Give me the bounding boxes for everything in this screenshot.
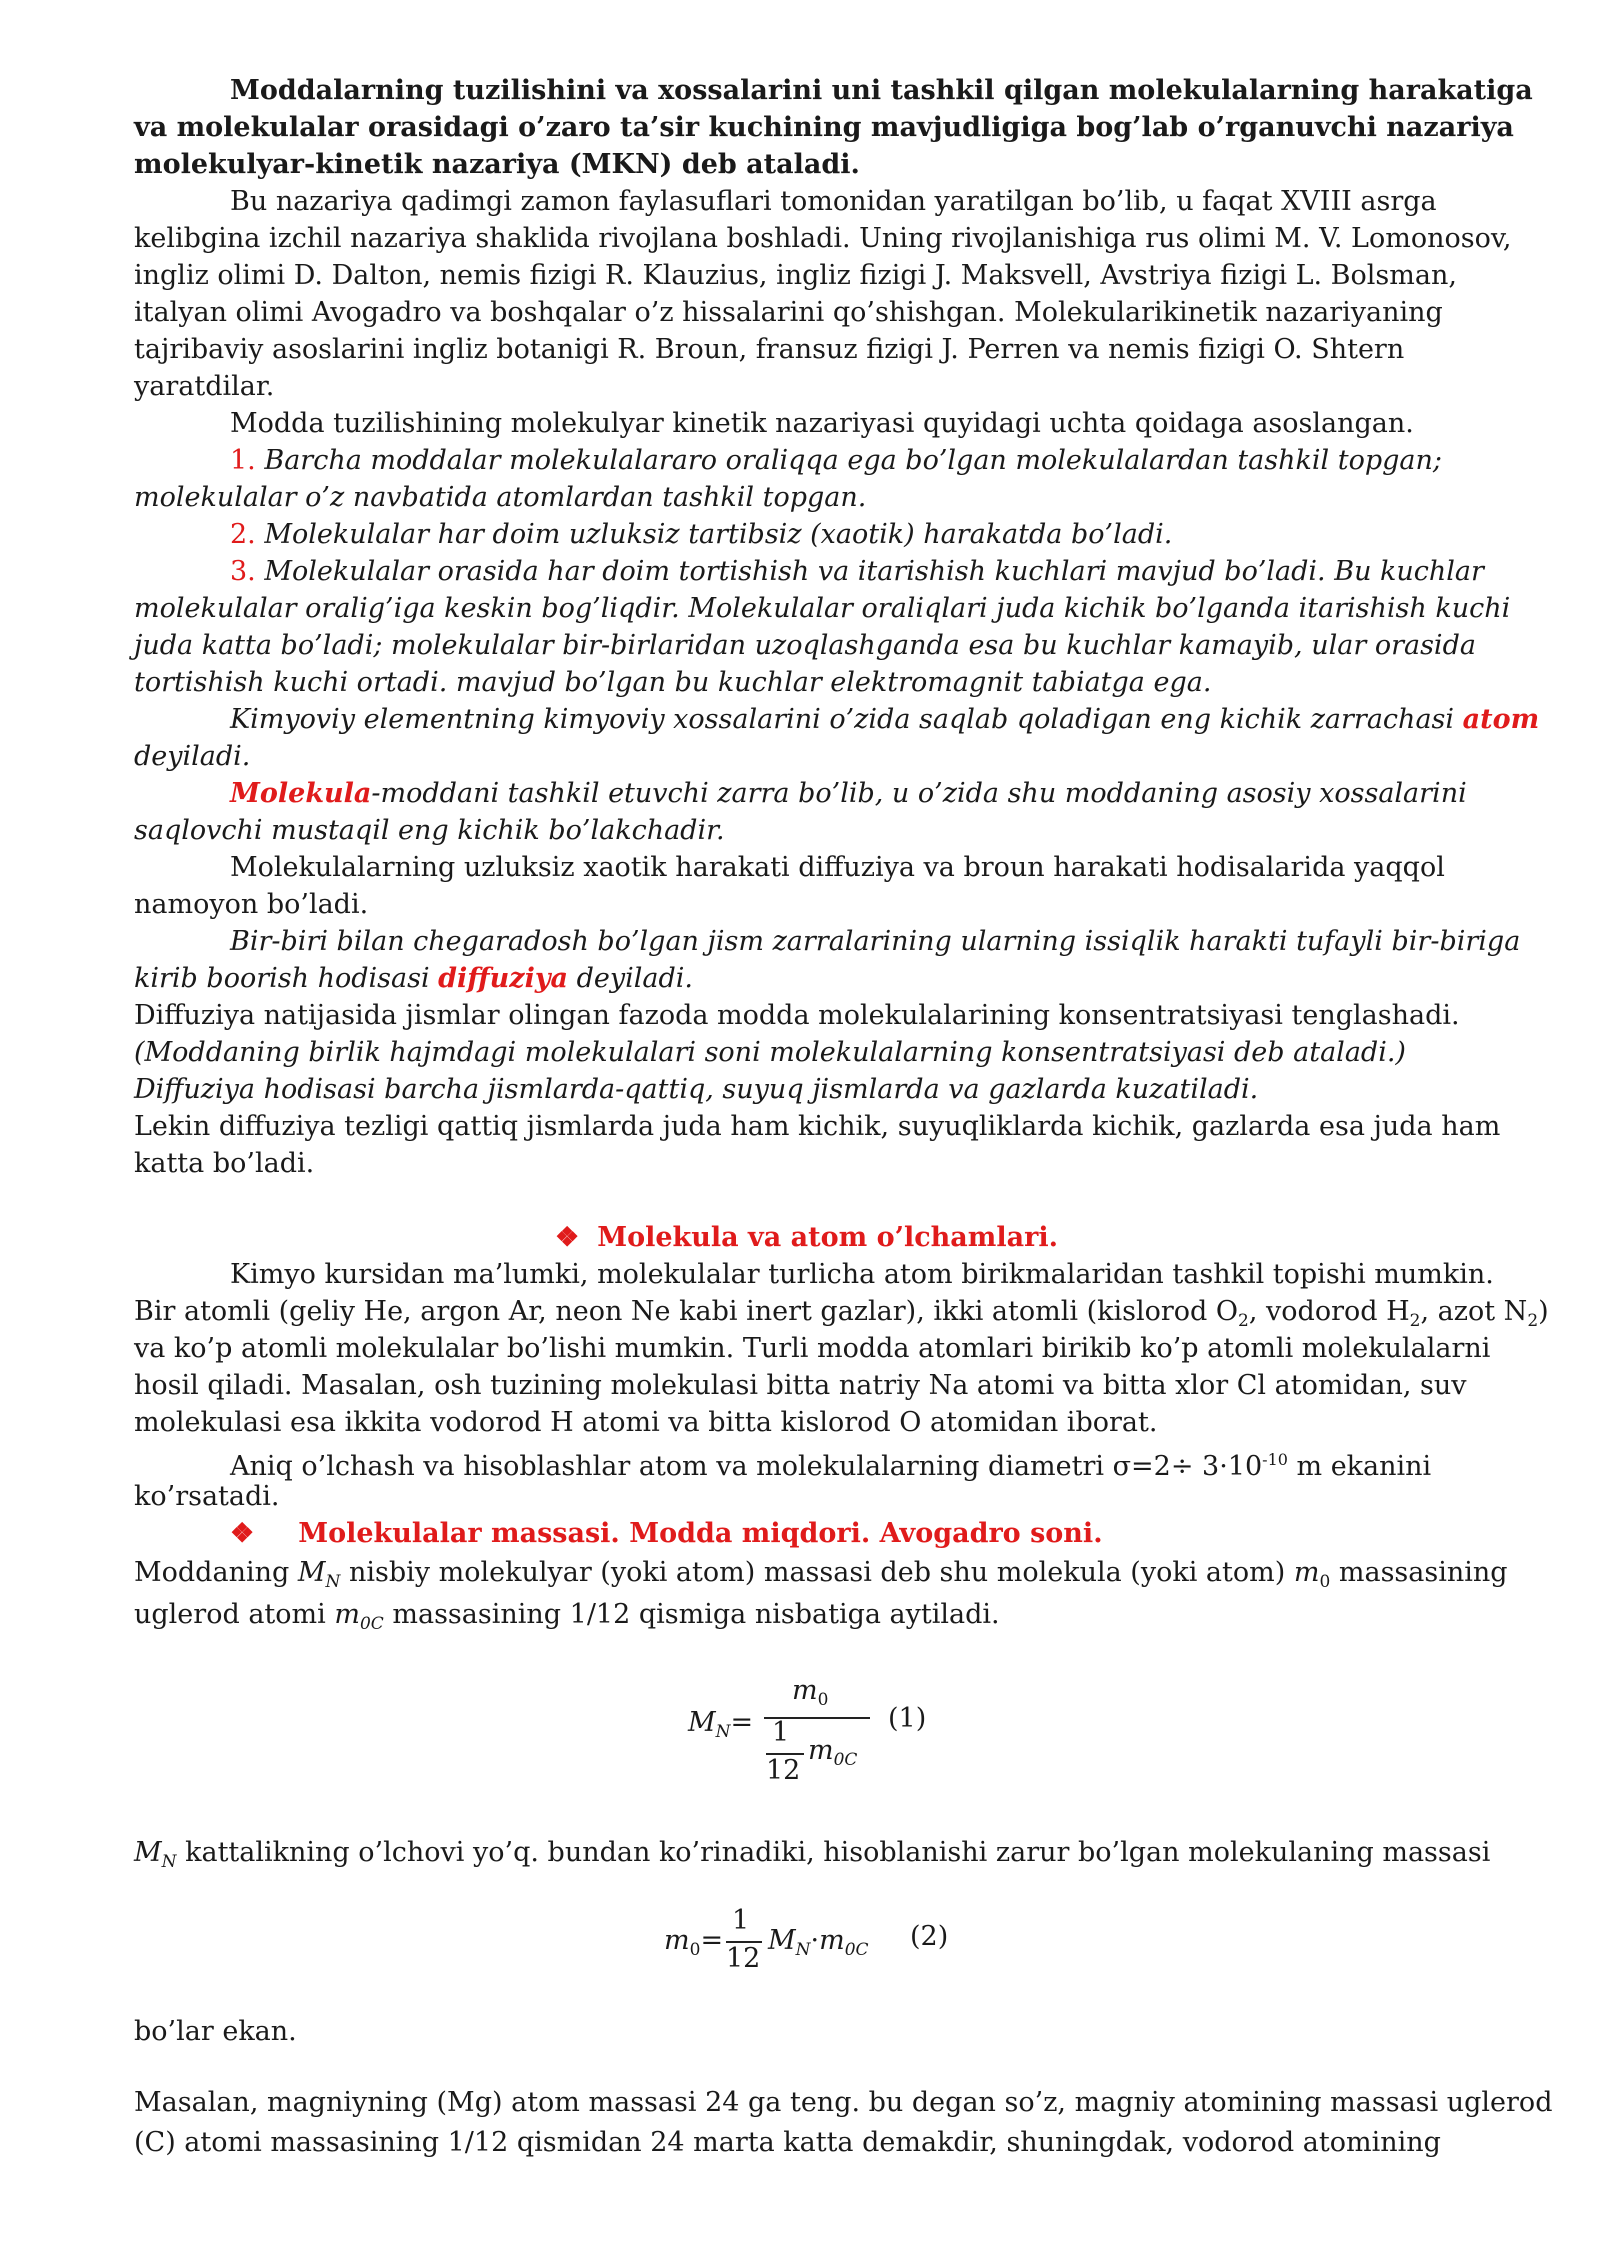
atom-term: atom	[1462, 704, 1540, 735]
principle-3-cont: juda katta bo’ladi; molekulalar bir-birlaridan uzoqlashganda esa bu kuchlar kamayib, ular orasida	[134, 630, 1476, 661]
motion-text: namoyon bo’ladi.	[134, 889, 369, 920]
principle-3-cont: molekulalar oralig’iga keskin bog’liqdir. Molekulalar oraliqlari juda kichik bo’lganda itarishish kuchi	[134, 593, 1511, 624]
atom-definition	[134, 701, 1540, 738]
diameter-text-end: ko’rsatadi.	[134, 1481, 280, 1512]
concentration-note: (Moddaning birlik hajmdagi molekulalari soni molekulalarning konsentratsiyasi deb ataladi.)	[134, 1037, 1406, 1068]
diffusion-text: deyiladi.	[568, 963, 694, 994]
principle-text: Molekulalar orasida har doim tortishish va itarishish kuchlari mavjud bo’ladi. Bu kuchlar	[255, 556, 1484, 587]
section-heading-sizes	[134, 1219, 1479, 1256]
equation-number: (1)	[888, 1703, 927, 1734]
motion-text: Molekulalarning uzluksiz xaotik harakati diffuziya va broun harakati hodisalarida yaqqol	[230, 852, 1445, 883]
section-title: Molekulalar massasi. Modda miqdori. Avogadro soni.	[298, 1518, 1103, 1549]
principle-3	[134, 553, 1484, 590]
molecule-definition-text: -moddani tashkil etuvchi zarra bo’lib, u o’zida shu moddaning asosiy xossalarini	[371, 778, 1467, 809]
history-line: tajribaviy asoslarini ingliz botanigi R. Broun, fransuz fizigi J. Perren va nemis fizigi O. Shtern	[134, 334, 1405, 365]
mass-definition: uglerod atomi $m_{0C}$ massasining 1/12 qismiga nisbatiga aytiladi.	[134, 1599, 1000, 1634]
diffusion-definition: Bir-biri bilan chegaradosh bo’lgan jism zarralarining ularning issiqlik harakti tufayli bir-biriga	[230, 926, 1521, 957]
example-text: Masalan, magniyning (Mg) atom massasi 24 ga teng. bu degan so’z, magniy atomining massasi uglerod	[134, 2087, 1553, 2118]
equation-1: $M_N=$ $m_0$ 1 12 $m_{0C}$ (1)	[688, 1675, 927, 1786]
molecule-term: Molekula	[230, 778, 372, 809]
history-line: ingliz olimi D. Dalton, nemis fizigi R. Klauzius, ingliz fizigi J. Maksvell, Avstriya fizigi L. Bolsman,	[134, 260, 1457, 291]
diffusion-observed: Diffuziya hodisasi barcha jismlarda-qattiq, suyuq jismlarda va gazlarda kuzatiladi.	[134, 1074, 1259, 1105]
equation-number: (2)	[910, 1921, 949, 1952]
example-text: (C) atomi massasining 1/12 qismidan 24 marta katta demakdir, shuningdak, vodorod atomining	[134, 2127, 1441, 2158]
history-line: italyan olimi Avogadro va boshqalar o’z hissalarini qo’shishgan. Molekularikinetik nazariyaning	[134, 297, 1443, 328]
atom-definition-text: Kimyoviy elementning kimyoviy xossalarini o’zida saqlab qoladigan eng kichik zarrachasi	[230, 704, 1463, 735]
principle-number: 1.	[230, 445, 256, 476]
sizes-text: va ko’p atomli molekulalar bo’lishi mumkin. Turli modda atomlari birikib ko’p atomli molekulalarni	[134, 1333, 1491, 1364]
diamond-icon: ❖	[555, 1222, 580, 1253]
history-line: Bu nazariya qadimgi zamon faylasuflari tomonidan yaratilgan bo’lib, u faqat XVIII asrga	[230, 186, 1437, 217]
section-title: Molekula va atom o’lchamlari.	[597, 1222, 1058, 1253]
history-line: yaratdilar.	[134, 371, 275, 402]
section-heading-mass	[134, 1515, 1479, 1552]
principle-number: 2.	[230, 519, 256, 550]
diffusion-definition-end	[134, 960, 1479, 997]
molecule-definition-end: saqlovchi mustaqil eng kichik bo’lakchadir.	[134, 815, 725, 846]
principle-text: Barcha moddalar molekulalararo oraliqqa ega bo’lgan molekulalardan tashkil topgan;	[255, 445, 1442, 476]
diffusion-term: diffuziya	[438, 963, 569, 994]
diffusion-text: kirib boorish hodisasi	[134, 963, 439, 994]
sizes-text: Kimyo kursidan ma’lumki, molekulalar turlicha atom birikmalaridan tashkil topishi mumkin.	[230, 1259, 1494, 1290]
intro-line-1: Moddalarning tuzilishini va xossalarini uni tashkil qilgan molekulalarning harakatiga	[230, 75, 1533, 106]
history-line: kelibgina izchil nazariya shaklida rivojlana boshladi. Uning rivojlanishiga rus olimi M. V. Lomonosov,	[134, 223, 1512, 254]
sizes-text: molekulasi esa ikkita vodorod H atomi va bitta kislorod O atomidan iborat.	[134, 1407, 1158, 1438]
principle-number: 3.	[230, 556, 256, 587]
principle-text: Molekulalar har doim uzluksiz tartibsiz (xaotik) harakatda bo’ladi.	[255, 519, 1173, 550]
principle-3-cont: tortishish kuchi ortadi. mavjud bo’lgan bu kuchlar elektromagnit tabiatga ega.	[134, 667, 1212, 698]
principle-2	[134, 516, 1479, 553]
sizes-text: hosil qiladi. Masalan, osh tuzining molekulasi bitta natriy Na atomi va bitta xlor Cl atomidan, suv	[134, 1370, 1467, 1401]
atom-definition-end: deyiladi.	[134, 741, 251, 772]
document-page	[134, 72, 1549, 1636]
principle-1-cont: molekulalar o’z navbatida atomlardan tashkil topgan.	[134, 482, 867, 513]
intro-line-3: molekulyar-kinetik nazariya (MKN) deb ataladi.	[134, 149, 860, 180]
diffusion-result: Diffuziya natijasida jismlar olingan fazoda modda molekulalarining konsentratsiyasi tenglashadi.	[134, 1000, 1460, 1031]
principles-intro: Modda tuzilishining molekulyar kinetik nazariyasi quyidagi uchta qoidaga asoslangan.	[230, 408, 1414, 439]
mass-definition: Moddaning $M_N$ nisbiy molekulyar (yoki atom) massasi deb shu molekula (yoki atom) $m_0$ massasining	[134, 1557, 1508, 1592]
principle-1	[134, 442, 1479, 479]
result-text: bo’lar ekan.	[134, 2016, 297, 2047]
intro-line-2: va molekulalar orasidagi o’zaro ta’sir kuchining mavjudligiga bog’lab o’rganuvchi nazariya	[134, 112, 1514, 143]
dimensionless-text: $M_N$ kattalikning o’lchovi yo’q. bundan ko’rinadiki, hisoblanishi zarur bo’lgan molekulaning massasi	[134, 1837, 1491, 1872]
diffusion-speed: katta bo’ladi.	[134, 1148, 315, 1179]
equation-2: $m_0=$ 1 12 $M_N\cdot m_{0C}$ (2)	[664, 1905, 949, 1974]
diameter-text: Aniq o’lchash va hisoblashlar atom va molekulalarning diametri $\sigma=2\div 3\cdot 10^{-10}$ m ekanini	[230, 1450, 1432, 1482]
sizes-text: Bir atomli (geliy He, argon Ar, neon Ne kabi inert gazlar), ikki atomli (kislorod $O_2$, vodorod $H_2$, azot $N_2$)	[134, 1296, 1549, 1331]
molecule-definition	[134, 775, 1479, 812]
diffusion-speed: Lekin diffuziya tezligi qattiq jismlarda juda ham kichik, suyuqliklarda kichik, gazlarda esa juda ham	[134, 1111, 1501, 1142]
diamond-icon: ❖	[230, 1518, 255, 1549]
